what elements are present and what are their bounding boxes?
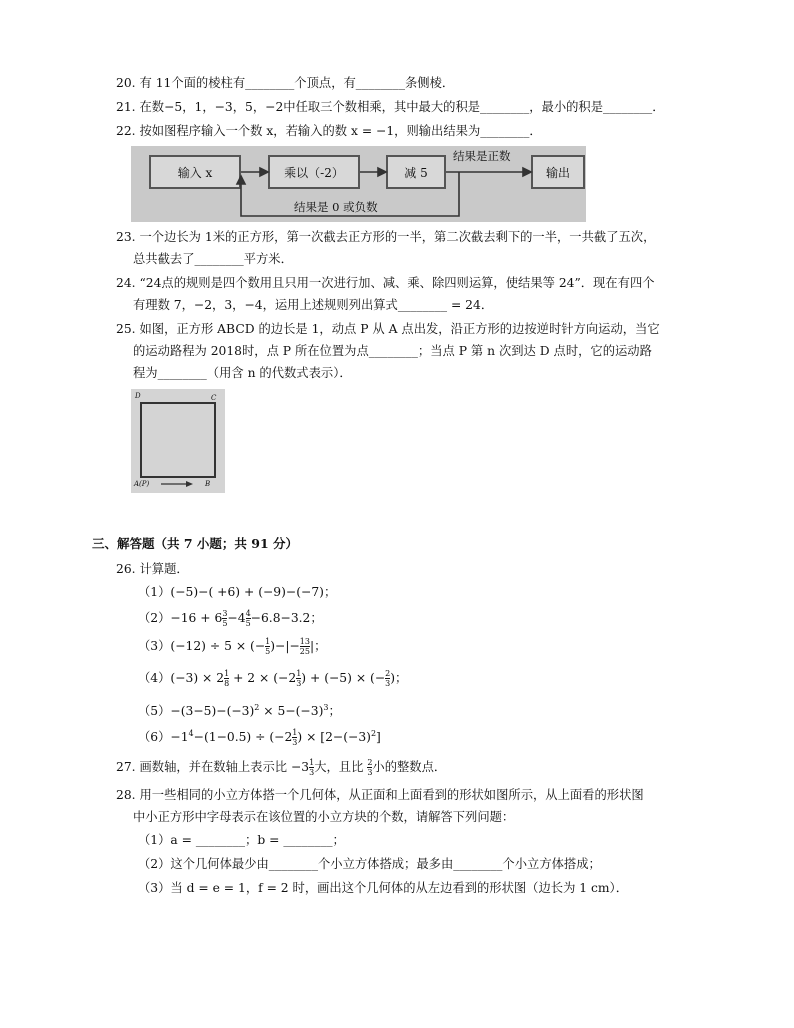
question-22: 22. 按如图程序输入一个数 x，若输入的数 x = −1，则输出结果为________．: [116, 124, 542, 138]
q26-part-2: （2）−16 + 6 $\frac{3}{5}$ −4 $\frac{4}{5}$ −6.8−3.2；: [138, 609, 323, 628]
q28-part-3: （3）当 d = e = 1，f = 2 时，画出这个几何体的从左边看到的形状图（边长为 1 cm）．: [138, 881, 629, 895]
question-20: 20. 有 11个面的棱柱有________个顶点，有________条侧棱．: [116, 76, 455, 90]
question-27: 27. 画数轴，并在数轴上表示比 −3 $\frac{1}{3}$ 大，且比 $\frac{2}{3}$ 小的整数点．: [116, 758, 447, 777]
label-c: C: [211, 394, 217, 402]
section-3-heading: 三、解答题（共 7 小题；共 91 分）: [92, 536, 299, 551]
q26-part-6: $(6)-1^4-(1-0.5) \div (-2$ $\frac{1}{3}$ ) × $[2-(-3)^2]$: [138, 728, 381, 748]
program-flowchart: [131, 146, 586, 222]
label-a: A(P): [134, 480, 150, 488]
question-24: 24. “24点的规则是四个数用且只用一次进行加、减、乘、除四则运算，使结果等 24”．现在有四个 有理数 7，−2，3，−4，运用上述规则列出算式________ = 24．: [116, 276, 655, 312]
flow-positive-label: 结果是正数: [453, 149, 511, 163]
flow-arrows: [131, 146, 586, 222]
q28-part-2: （2）这个几何体最少由________个小立方体搭成；最多由________个小立方体搭成；: [138, 857, 601, 871]
q26-part-4: （4）(−3) × 2 $\frac{1}{8}$ + 2 × (−2 $\frac{1}{3}$ ) + (−5) × (− $\frac{2}{3}$ )；: [138, 669, 408, 688]
q26-part-3: （3）(−12) ÷ 5 × (− $\frac{1}{5}$ )−|− $\frac{13}{25}$ |；: [138, 637, 327, 656]
flow-subtract-box: 减 5: [386, 155, 446, 189]
flow-output-box: 输出: [531, 155, 585, 189]
question-28: 28. 用一些相同的小立方体搭一个几何体，从正面和上面看到的形状如图所示，从上面看的形状图 中小正方形中字母表示在该位置的小立方块的个数，请解答下列问题：: [116, 788, 644, 824]
direction-arrow-icon: [131, 389, 225, 493]
flow-input-box: 输入 x: [149, 155, 241, 189]
q26-part-5: $(5)-(3-5)-(-3)^2 \times 5-(-3)^3$；: [138, 703, 341, 719]
label-b: B: [205, 480, 211, 488]
q28-part-1: （1）a = ________；b = ________；: [138, 833, 345, 847]
flow-loop-label: 结果是 0 或负数: [294, 200, 378, 214]
question-25: 25. 如图，正方形 ABCD 的边长是 1，动点 P 从 A 点出发，沿正方形的边按逆时针方向运动，当它 的运动路程为 2018时，点 P 所在位置为点________；当点 P 第 n 次到达 D 点时，它的运动路 程为________（用含 n 的代数式表示）．: [116, 322, 660, 380]
square-abcd-figure: [131, 389, 225, 493]
question-26: 26. 计算题．: [116, 562, 189, 576]
q26-part-1: （1）(−5)−( +6) + (−9)−(−7)；: [138, 585, 337, 599]
question-21: 21. 在数−5，1，−3，5，−2中任取三个数相乘，其中最大的积是________，最小的积是________．: [116, 100, 665, 114]
question-23: 23. 一个边长为 1米的正方形，第一次截去正方形的一半，第二次截去剩下的一半，一共截了五次， 总共截去了________平方米．: [116, 230, 656, 266]
label-d: D: [135, 392, 141, 400]
flow-multiply-box: 乘以（-2）: [268, 155, 360, 189]
